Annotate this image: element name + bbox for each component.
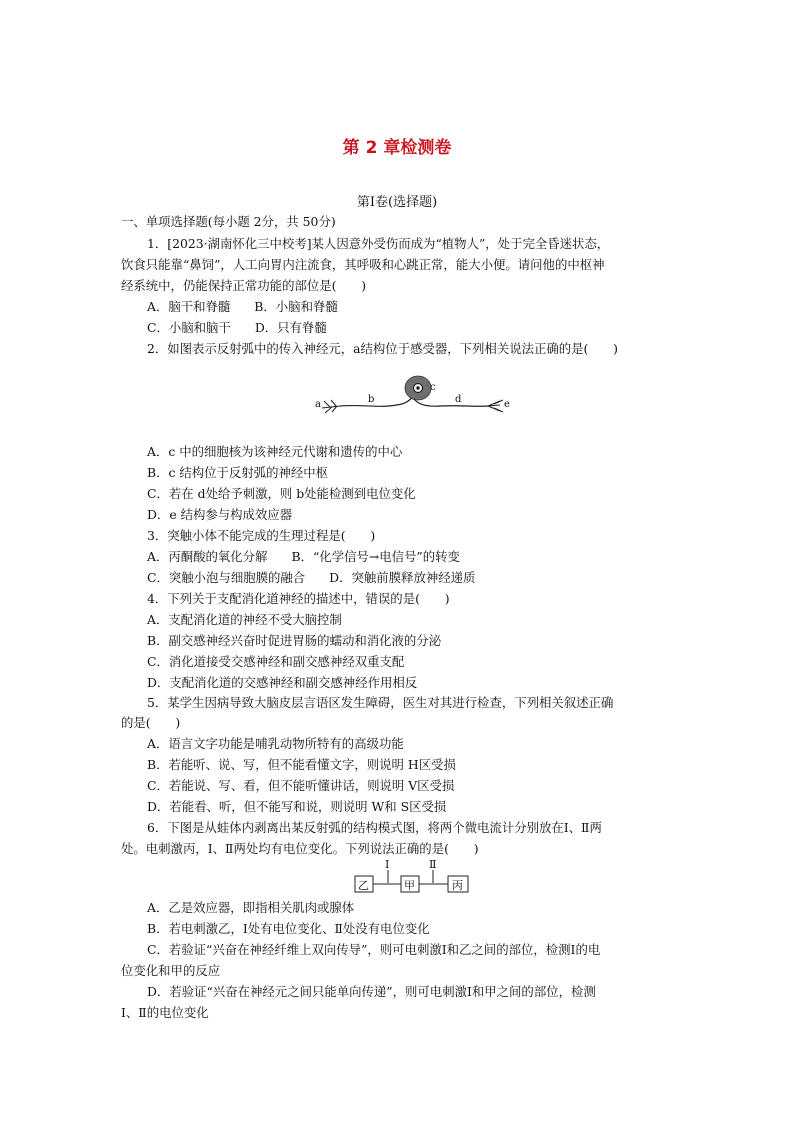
q1-option-a[interactable]: A．脑干和脊髓 xyxy=(147,299,231,314)
q6-option-c-line1[interactable]: C．若验证“兴奋在神经纤维上双向传导”，则可电刺激Ⅰ和乙之间的部位，检测Ⅰ的电 xyxy=(147,942,601,957)
q4-option-d[interactable]: D．支配消化道的交感神经和副交感神经作用相反 xyxy=(147,675,418,690)
q1-option-b[interactable]: B．小脑和脊髓 xyxy=(254,299,338,314)
q1-option-c[interactable]: C．小脑和脑干 xyxy=(147,320,231,335)
neuron-diagram xyxy=(310,370,515,422)
box-yi: 乙 xyxy=(358,879,369,892)
q3-option-a[interactable]: A．丙酮酸的氧化分解 xyxy=(147,549,268,564)
label-b: b xyxy=(368,394,375,405)
label-c: c xyxy=(430,382,436,393)
q4-option-b[interactable]: B．副交感神经兴奋时促进胃肠的蠕动和消化液的分泌 xyxy=(147,633,442,648)
q5-line1: 5．某学生因病导致大脑皮层言语区发生障碍，医生对其进行检查，下列相关叙述正确 xyxy=(147,695,614,710)
q2-option-d[interactable]: D．e 结构参与构成效应器 xyxy=(147,507,293,522)
q3-option-c[interactable]: C．突触小泡与细胞膜的融合 xyxy=(147,570,306,585)
q2-option-b[interactable]: B．c 结构位于反射弧的神经中枢 xyxy=(147,465,329,480)
q6-line1: 6．下图是从蛙体内剥离出某反射弧的结构模式图，将两个微电流计分别放在Ⅰ、Ⅱ两 xyxy=(147,820,602,835)
label-e: e xyxy=(504,399,510,410)
label-II: Ⅱ xyxy=(429,858,437,871)
q2-stem: 2．如图表示反射弧中的传入神经元，a结构位于感受器，下列相关说法正确的是( ) xyxy=(147,341,619,356)
q5-option-b[interactable]: B．若能听、说、写，但不能看懂文字，则说明 H区受损 xyxy=(147,757,456,772)
q6-option-b[interactable]: B．若电刺激乙，Ⅰ处有电位变化、Ⅱ处没有电位变化 xyxy=(147,921,430,936)
label-a: a xyxy=(315,399,321,410)
q1-line2: 饮食只能靠“鼻饲”，人工向胃内注流食，其呼吸和心跳正常，能大小便。请问他的中枢神 xyxy=(121,257,605,272)
q2-option-c[interactable]: C．若在 d处给予刺激，则 b处能检测到电位变化 xyxy=(147,486,416,501)
part-title: 第Ⅰ卷(选择题) xyxy=(356,195,438,210)
page-title: 第 2 章检测卷 xyxy=(342,138,452,158)
reflex-arc-diagram xyxy=(354,857,470,895)
q1-options-ab xyxy=(147,297,338,317)
label-I: Ⅰ xyxy=(385,858,390,871)
q5-option-d[interactable]: D．若能看、听，但不能写和说，则说明 W和 S区受损 xyxy=(147,799,447,814)
q1-options-cd xyxy=(147,318,327,338)
box-bing: 丙 xyxy=(452,879,463,892)
q3-options-ab xyxy=(147,547,460,567)
q3-option-d[interactable]: D．突触前膜释放神经递质 xyxy=(329,570,476,585)
q4-stem: 4．下列关于支配消化道神经的描述中，错误的是( ) xyxy=(147,591,450,606)
q6-option-d-line2: Ⅰ、Ⅱ的电位变化 xyxy=(121,1005,209,1020)
q3-option-b[interactable]: B．“化学信号→电信号”的转变 xyxy=(291,549,460,564)
q1-option-d[interactable]: D．只有脊髓 xyxy=(254,320,327,335)
q5-line2: 的是( ) xyxy=(121,715,181,730)
q6-option-a[interactable]: A．乙是效应器，即指相关肌肉或腺体 xyxy=(147,900,355,915)
q2-option-a[interactable]: A．c 中的细胞核为该神经元代谢和遗传的中心 xyxy=(147,444,403,459)
q3-stem: 3．突触小体不能完成的生理过程是( ) xyxy=(147,528,376,543)
q1-line3: 经系统中，仍能保持正常功能的部位是( ) xyxy=(121,278,367,293)
label-d: d xyxy=(455,394,462,405)
q4-option-c[interactable]: C．消化道接受交感神经和副交感神经双重支配 xyxy=(147,654,405,669)
q5-option-c[interactable]: C．若能说、写、看，但不能听懂讲话，则说明 V区受损 xyxy=(147,778,455,793)
q3-options-cd xyxy=(147,568,475,588)
q6-option-c-line2: 位变化和甲的反应 xyxy=(121,963,221,978)
q6-option-d-line1[interactable]: D．若验证“兴奋在神经元之间只能单向传递”，则可电刺激Ⅰ和甲之间的部位，检测 xyxy=(147,984,596,999)
q6-line2: 处。电刺激丙，Ⅰ、Ⅱ两处均有电位变化。下列说法正确的是( ) xyxy=(121,841,479,856)
section-title: 一、单项选择题(每小题 2分，共 50分) xyxy=(121,214,336,229)
q5-option-a[interactable]: A．语言文字功能是哺乳动物所特有的高级功能 xyxy=(147,736,404,751)
box-jia: 甲 xyxy=(404,879,415,892)
q4-option-a[interactable]: A．支配消化道的神经不受大脑控制 xyxy=(147,612,342,627)
q1-line1: 1．[2023·湖南怀化三中校考]某人因意外受伤而成为“植物人”，处于完全昏迷状态， xyxy=(147,236,610,251)
